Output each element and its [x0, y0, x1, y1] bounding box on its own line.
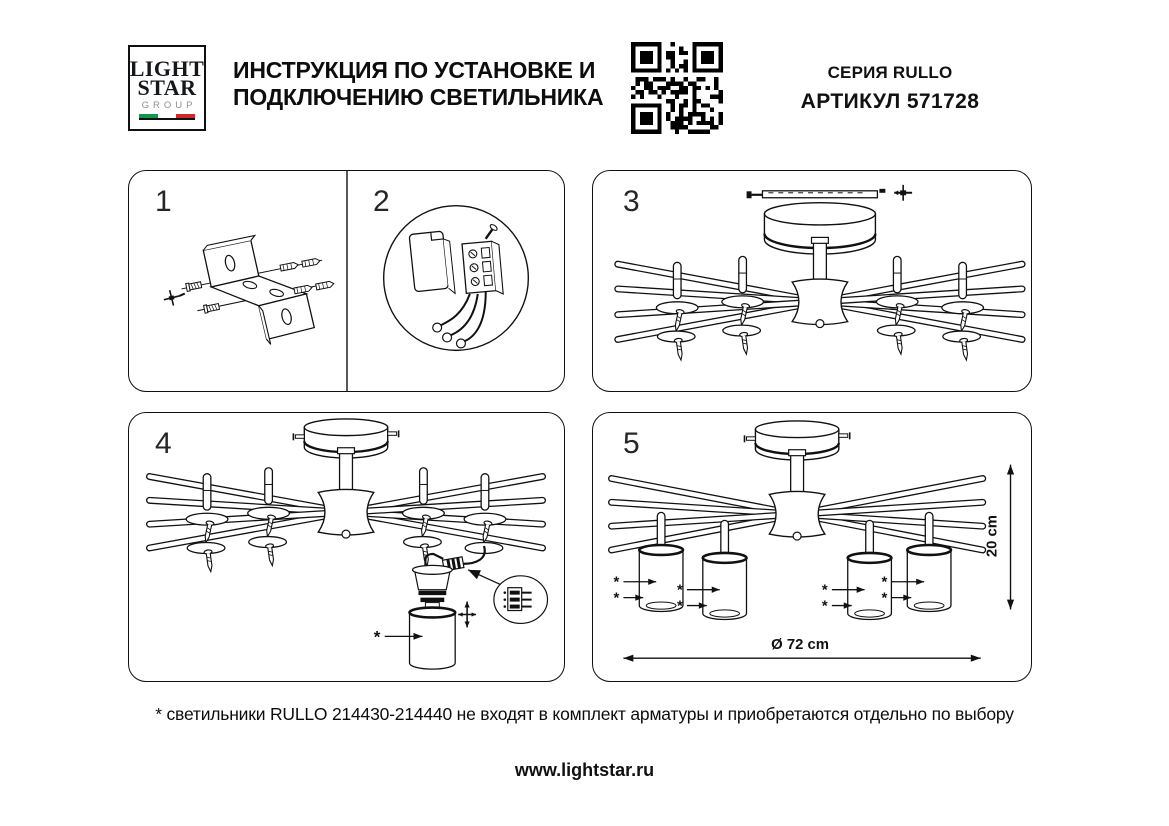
step-2-number: 2: [373, 185, 390, 218]
step-3-art: [618, 185, 1022, 361]
logo-word-star: STAR: [137, 74, 197, 100]
product-info: [760, 63, 1020, 114]
panel-step-4: [128, 412, 565, 682]
logo-word-light: LIGHT: [129, 55, 205, 81]
diameter-label: Ø 72 cm: [771, 637, 830, 654]
svg-text:*: *: [677, 598, 683, 615]
lightstar-logo: [128, 45, 206, 131]
website-url: www.lightstar.ru: [514, 760, 655, 780]
svg-text:*: *: [821, 582, 828, 599]
qr-code-icon: [631, 42, 723, 134]
step-5-number: 5: [623, 427, 640, 460]
svg-text:*: *: [677, 582, 683, 599]
series-label: СЕРИЯ RULLO: [827, 63, 953, 82]
svg-text:*: *: [373, 627, 381, 647]
step-4-number: 4: [155, 427, 172, 460]
panel-steps-1-2: [128, 170, 565, 392]
italian-flag-stripe: [139, 114, 195, 120]
panel-step-3: [592, 170, 1032, 392]
page-title: [233, 57, 603, 110]
svg-text:*: *: [613, 590, 620, 607]
title-line-2: ПОДКЛЮЧЕНИЮ СВЕТИЛЬНИКА: [233, 83, 604, 110]
article-label: АРТИКУЛ 571728: [800, 90, 980, 113]
step-1-number: 1: [155, 185, 172, 218]
step-4-drawing: [129, 413, 564, 681]
step-1-art: [162, 235, 334, 344]
step-3-drawing: [593, 171, 1031, 391]
height-label: 20 cm: [984, 514, 1001, 558]
qr-modules: [631, 42, 723, 134]
steps-1-2-drawing: [129, 171, 564, 391]
svg-text:*: *: [881, 590, 888, 607]
panel-step-5: [592, 412, 1032, 682]
step-4-art: [149, 419, 547, 669]
title-line-1: ИНСТРУКЦИЯ ПО УСТАНОВКЕ И: [233, 57, 596, 83]
step-5-drawing: [593, 413, 1031, 681]
logo-word-group: GROUP: [141, 99, 197, 111]
step-2-art: [384, 206, 529, 351]
step-5-art: [611, 421, 1014, 662]
svg-text:*: *: [821, 598, 828, 615]
svg-text:*: *: [613, 574, 620, 591]
footnote: * светильники RULLO 214430-214440 не входят в комплект арматуры и приобретаются отдельно по выбору: [155, 704, 1014, 724]
step-3-number: 3: [623, 185, 640, 218]
svg-text:*: *: [881, 574, 888, 591]
